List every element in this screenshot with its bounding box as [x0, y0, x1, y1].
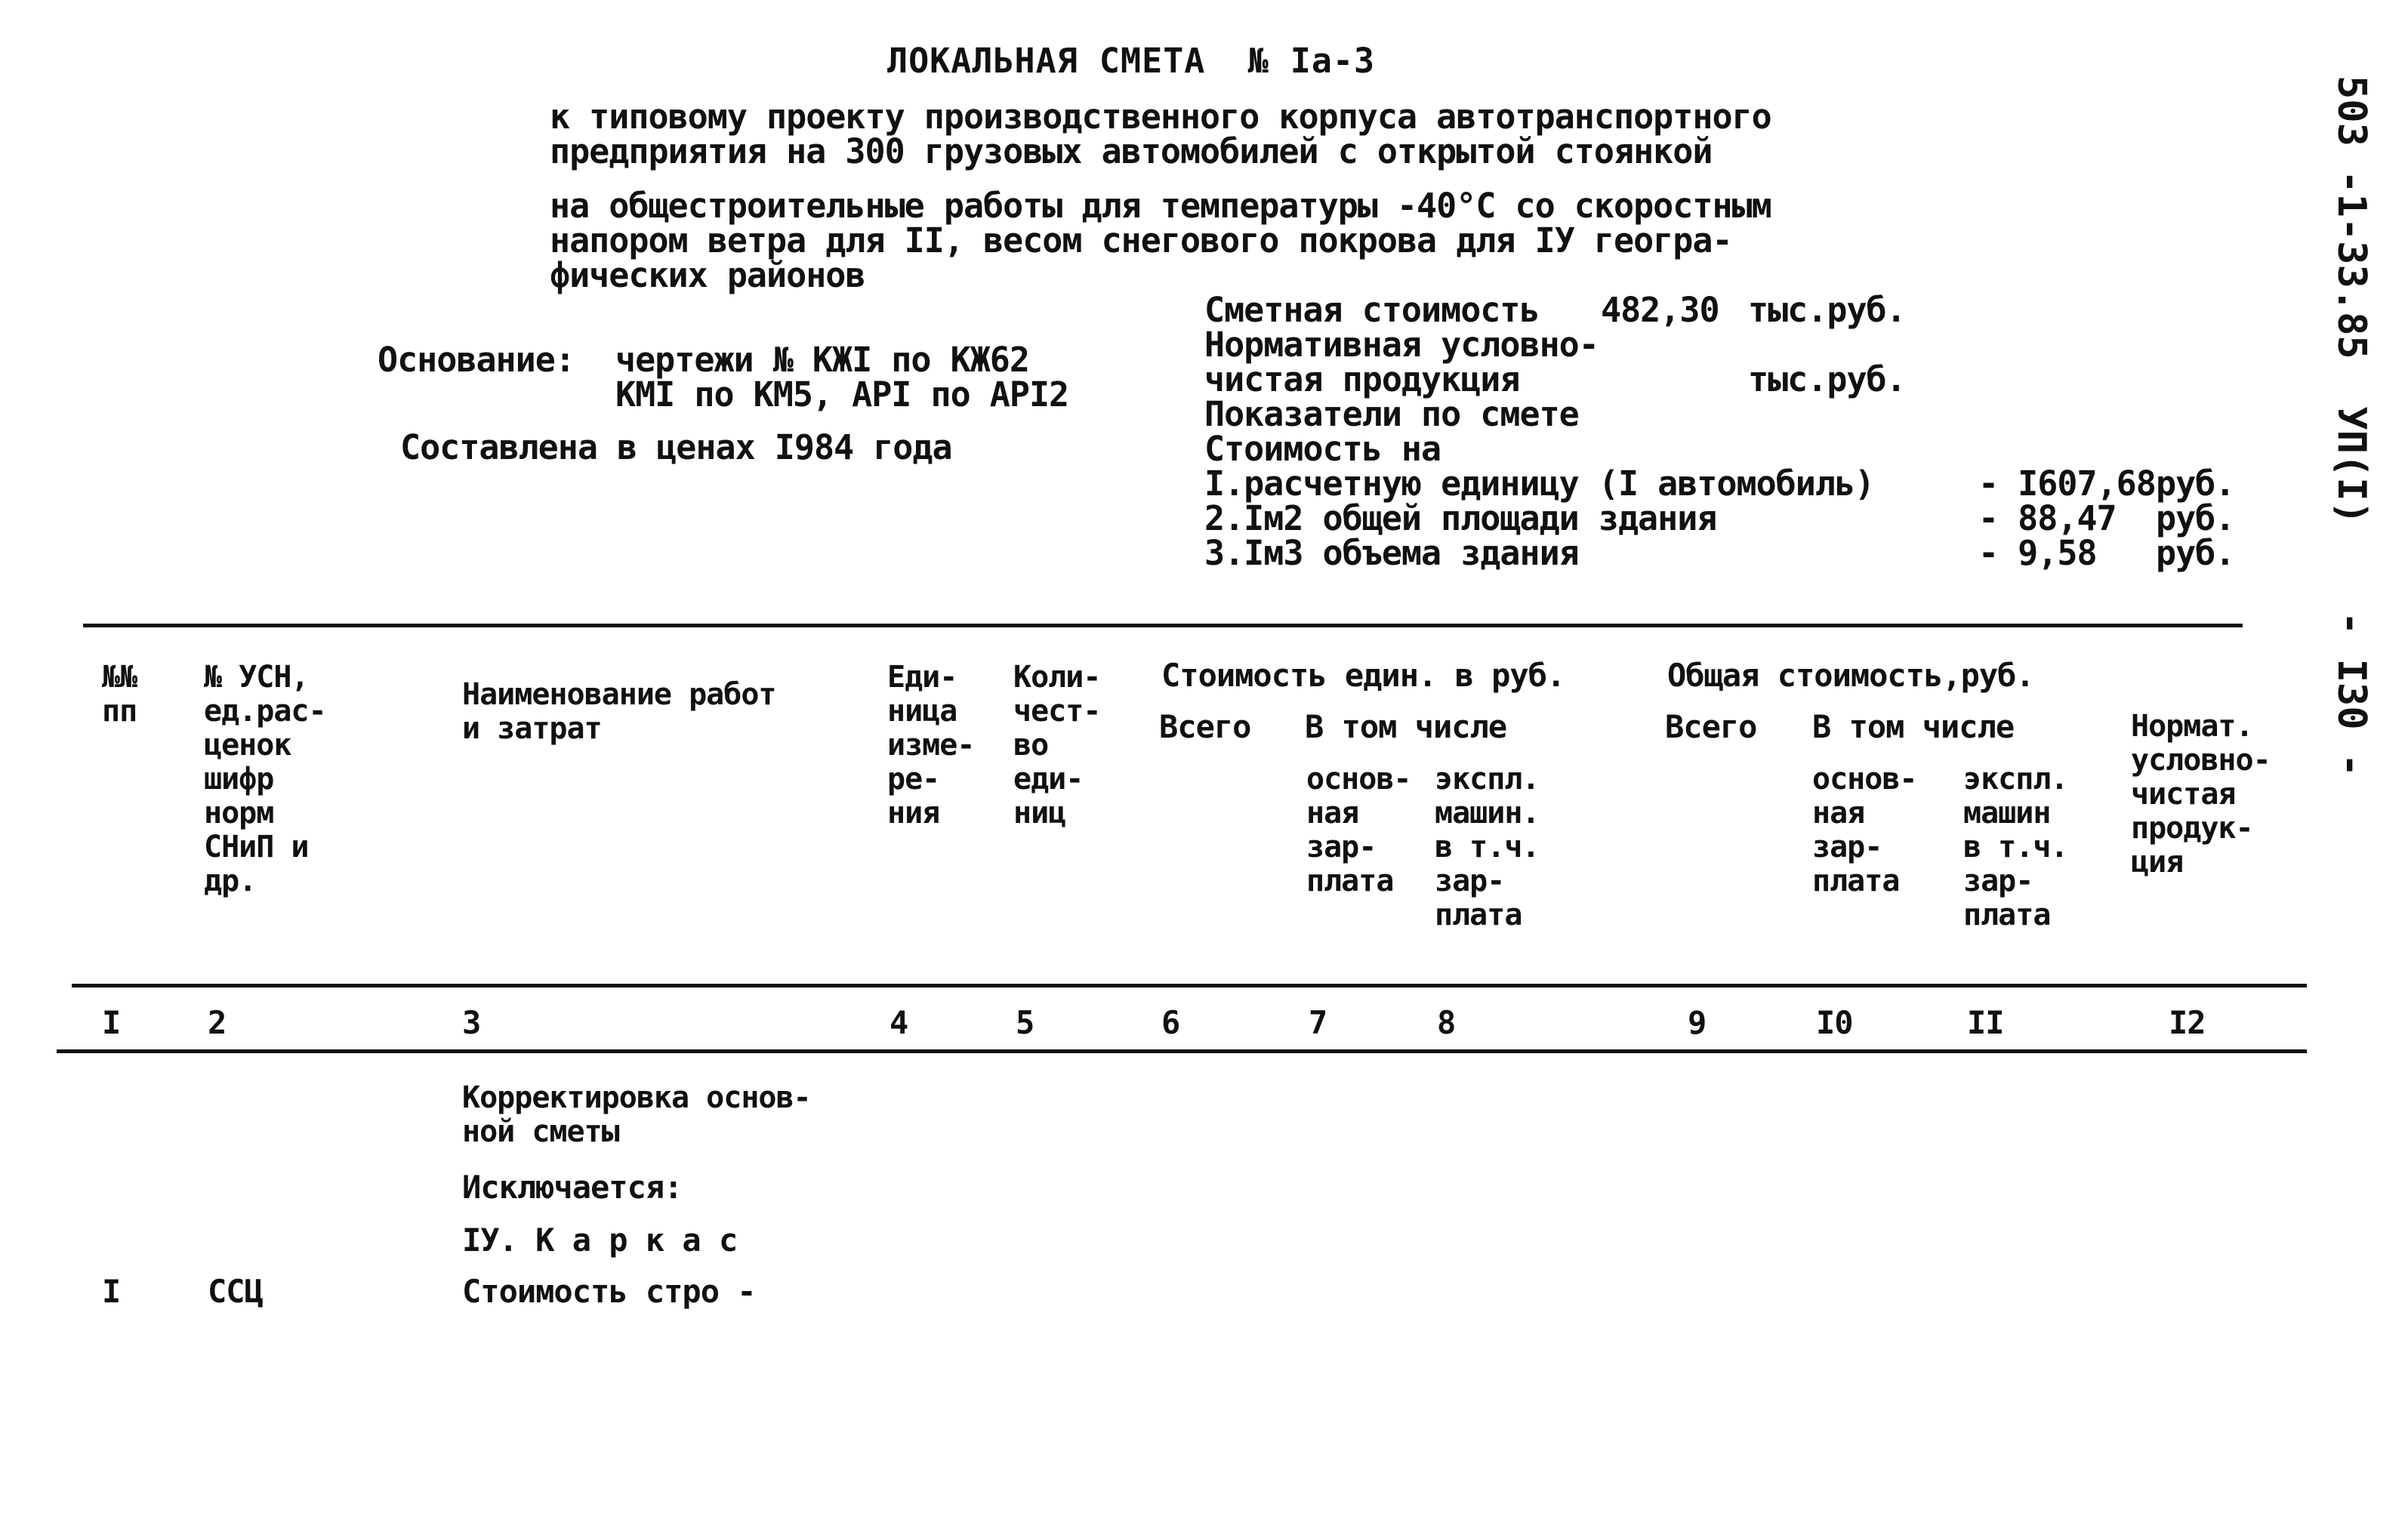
unit-cost-base-salary-header: основ- ная зар- плата: [1306, 762, 1411, 898]
total-cost-base-salary-header: основ- ная зар- плата: [1812, 762, 1917, 898]
estimated-cost-label: Сметная стоимость: [1204, 290, 1540, 330]
column-number-3: 3: [462, 1004, 481, 1041]
col-header-unit: Еди- ница изме- ре- ния: [887, 660, 975, 830]
unit-cost-incl-header: В том числе: [1305, 708, 1507, 745]
normative-label-2: чистая продукция: [1204, 359, 1520, 399]
column-number-9: 9: [1688, 1004, 1707, 1041]
column-number-1: I: [102, 1004, 121, 1041]
table-top-rule: [83, 624, 2243, 627]
col-header-work-name: Наименование работ и затрат: [462, 677, 776, 746]
indicators-label: Показатели по смете: [1204, 394, 1579, 434]
estimated-cost-value: 482,30: [1601, 290, 1719, 330]
col-header-row-number: №№ пп: [102, 660, 137, 729]
works-line-3: фических районов: [550, 255, 865, 295]
normative-label-1: Нормативная условно-: [1204, 325, 1599, 365]
works-line-1: на общестроительные работы для температуры -40°С со скоростным: [550, 186, 1771, 226]
prices-note: Составлена в ценах I984 года: [400, 427, 952, 467]
column-number-8: 8: [1437, 1004, 1456, 1041]
row-1-code: ССЦ: [208, 1273, 263, 1310]
column-number-5: 5: [1016, 1004, 1034, 1041]
indicator-unit-3: руб.: [2156, 533, 2235, 573]
column-number-4: 4: [890, 1004, 908, 1041]
indicator-unit-1: руб.: [2156, 464, 2235, 504]
indicator-label-2: 2.Iм2 общей площади здания: [1204, 498, 1717, 538]
indicator-unit-2: руб.: [2156, 498, 2235, 538]
unit-cost-total-header: Всего: [1159, 708, 1251, 745]
indicator-value-1: - I607,68: [1978, 464, 2156, 504]
column-number-2: 2: [208, 1004, 227, 1041]
column-number-6: 6: [1161, 1004, 1180, 1041]
total-cost-incl-header: В том числе: [1812, 708, 2015, 745]
total-cost-group-header: Общая стоимость,руб.: [1667, 657, 2034, 694]
works-line-2: напором ветра для II, весом снегового покрова для IУ геогра-: [550, 220, 1732, 260]
indicator-label-1: I.расчетную единицу (I автомобиль): [1204, 464, 1875, 504]
indicator-label-3: 3.Iм3 объема здания: [1204, 533, 1579, 573]
basis-line-1: чертежи № КЖI по КЖ62: [615, 340, 1029, 380]
column-number-10: I0: [1816, 1004, 1853, 1041]
estimated-cost-unit: тыс.руб.: [1748, 290, 1906, 330]
total-cost-total-header: Всего: [1665, 708, 1757, 745]
indicator-value-3: - 9,58: [1978, 533, 2097, 573]
section-heading: IУ. К а р к а с: [462, 1222, 738, 1259]
row-1-number: I: [102, 1273, 121, 1310]
page-number: - I30 -: [2329, 612, 2374, 778]
numbers-bottom-rule: [57, 1049, 2307, 1053]
col-header-code: № УСН, ед.рас- ценок шифр норм СНиП и др.: [204, 660, 326, 898]
project-line-1: к типовому проекту производственного корпуса автотранспортного: [550, 97, 1771, 137]
project-line-2: предприятия на 300 грузовых автомобилей с открытой стоянкой: [550, 131, 1713, 171]
col-header-normative-product: Нормат. условно- чистая продук- ция: [2131, 709, 2271, 880]
column-number-12: I2: [2169, 1004, 2206, 1041]
document-title: ЛОКАЛЬНАЯ СМЕТА № Iа-3: [887, 41, 1376, 81]
normative-unit: тыс.руб.: [1748, 359, 1906, 399]
column-number-7: 7: [1309, 1004, 1327, 1041]
row-1-name: Стоимость стро -: [462, 1273, 756, 1310]
cost-per-label: Стоимость на: [1204, 429, 1441, 469]
basis-line-2: КМI по КМ5, АРI по АРI2: [615, 374, 1069, 414]
column-number-11: II: [1967, 1004, 2004, 1041]
side-stamp: 503 -1-33.85 УП(I): [2329, 75, 2374, 525]
correction-heading: Корректировка основ- ной сметы: [462, 1080, 811, 1149]
excluded-label: Исключается:: [462, 1169, 683, 1206]
header-bottom-rule: [72, 984, 2307, 988]
unit-cost-machines-header: экспл. машин. в т.ч. зар- плата: [1435, 762, 1540, 932]
indicator-value-2: - 88,47: [1978, 498, 2117, 538]
col-header-quantity: Коли- чест- во еди- ниц: [1013, 660, 1101, 830]
total-cost-machines-header: экспл. машин в т.ч. зар- плата: [1963, 762, 2068, 932]
unit-cost-group-header: Стоимость един. в руб.: [1161, 657, 1565, 694]
basis-label: Основание:: [378, 340, 575, 380]
